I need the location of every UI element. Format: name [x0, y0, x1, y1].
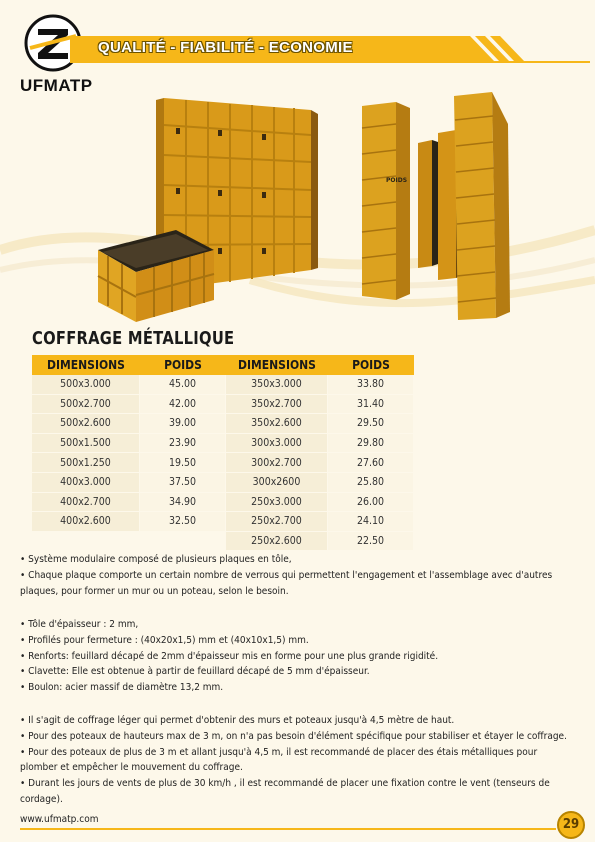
table-cell: 26.00: [328, 493, 414, 513]
bullet-item: • Durant les jours de vents de plus de 30 km/h , il est recommandé de placer une fixation contre le vent (tenseurs de cordage).: [20, 778, 550, 805]
table-row: [32, 493, 414, 513]
bullet-item: • Clavette: Elle est obtenue à partir de feuillard décapé de 5 mm d'épaisseur.: [20, 666, 370, 678]
table-cell: 400x2.600: [32, 512, 140, 532]
bullet-item: • Chaque plaque comporte un certain nombre de verrous qui permettent l'engagement et l'assemblage avec d'autres plaques, pour former un mur ou un poteau, selon le besoin.: [20, 569, 553, 597]
table-header-row: [32, 355, 414, 375]
table-row: [32, 414, 414, 434]
table-cell: 19.50: [140, 453, 226, 473]
page-number-badge: 29: [557, 811, 585, 839]
brand-name: UFMATP: [20, 76, 93, 95]
table-cell: 250x2.600: [226, 532, 328, 552]
table-cell: 29.50: [328, 414, 414, 434]
bullet-item: • Tôle d'épaisseur : 2 mm,: [20, 619, 139, 630]
section-title: COFFRAGE MÉTALLIQUE: [32, 328, 235, 349]
table-cell: 33.80: [328, 375, 414, 395]
table-cell: 400x3.000: [32, 473, 140, 493]
table-row: [32, 532, 414, 552]
bullet-item: • Il s'agit de coffrage léger qui permet d'obtenir des murs et poteaux jusqu'à 4,5 mètre de haut.: [20, 715, 455, 726]
dimensions-weight-table: [32, 355, 414, 551]
wall-formwork-image: [96, 90, 326, 325]
specs-text: [20, 617, 572, 696]
table-cell: 300x2.700: [226, 453, 328, 473]
column-formwork-image: [358, 88, 518, 326]
table-cell: 250x2.700: [226, 512, 328, 532]
table-cell: 25.80: [328, 473, 414, 493]
bullet-item: • Renforts: feuillard décapé de 2mm d'épaisseur mis en forme pour une plus grande rigidité.: [20, 650, 439, 662]
table-cell: [140, 532, 226, 552]
table-row: [32, 473, 414, 493]
bullet-item: • Boulon: acier massif de diamètre 13,2 mm.: [20, 682, 224, 694]
bullet-item: • Profilés pour fermeture : (40x20x1,5) mm et (40x10x1,5) mm.: [20, 634, 309, 646]
website-link[interactable]: www.ufmatp.com: [20, 814, 99, 825]
table-cell: 350x2.700: [226, 395, 328, 415]
table-cell: 300x3.000: [226, 434, 328, 454]
table-cell: 350x2.600: [226, 414, 328, 434]
usage-text: [20, 713, 572, 808]
table-cell: 350x3.000: [226, 375, 328, 395]
table-cell: 22.50: [328, 532, 414, 552]
table-cell: 400x2.700: [32, 493, 140, 513]
table-cell: 34.90: [140, 493, 226, 513]
table-cell: 500x3.000: [32, 375, 140, 395]
table-cell: 27.60: [328, 453, 414, 473]
table-cell: 500x1.250: [32, 453, 140, 473]
table-row: [32, 395, 414, 415]
table-cell: 37.50: [140, 473, 226, 493]
table-row: [32, 512, 414, 532]
table-row: [32, 375, 414, 395]
table-cell: 300x2600: [226, 473, 328, 493]
intro-text: [20, 552, 572, 599]
table-cell: 500x1.500: [32, 434, 140, 454]
table-cell: 500x2.600: [32, 414, 140, 434]
table-cell: 250x3.000: [226, 493, 328, 513]
table-cell: 31.40: [328, 395, 414, 415]
table-row: [32, 453, 414, 473]
table-cell: 29.80: [328, 434, 414, 454]
table-cell: 24.10: [328, 512, 414, 532]
table-cell: 45.00: [140, 375, 226, 395]
table-cell: 42.00: [140, 395, 226, 415]
column-header: DIMENSIONS: [32, 355, 140, 375]
table-cell: 500x2.700: [32, 395, 140, 415]
table-row: [32, 434, 414, 454]
tagline: QUALITÉ - FIABILITÉ - ECONOMIE: [98, 39, 353, 56]
bullet-item: • Pour des poteaux de plus de 3 m et allant jusqu'à 4,5 m, il est recommandé de placer des étais métalliques pour plomber et empêcher le mouvement du coffrage.: [20, 746, 538, 774]
table-cell: 32.50: [140, 512, 226, 532]
column-header: DIMENSIONS: [226, 355, 328, 375]
table-cell: 39.00: [140, 414, 226, 434]
column-header: POIDS: [140, 355, 226, 375]
column-header: POIDS: [328, 355, 414, 375]
svg-text:POIDS: POIDS: [386, 177, 408, 184]
bullet-item: • Système modulaire composé de plusieurs plaques en tôle,: [20, 554, 292, 565]
footer-divider: [20, 828, 556, 830]
table-cell: 23.90: [140, 434, 226, 454]
table-cell: [32, 532, 140, 552]
bullet-item: • Pour des poteaux de hauteurs max de 3 m, on n'a pas besoin d'élément spécifique pour stabiliser et étayer le coffrage.: [20, 730, 567, 742]
